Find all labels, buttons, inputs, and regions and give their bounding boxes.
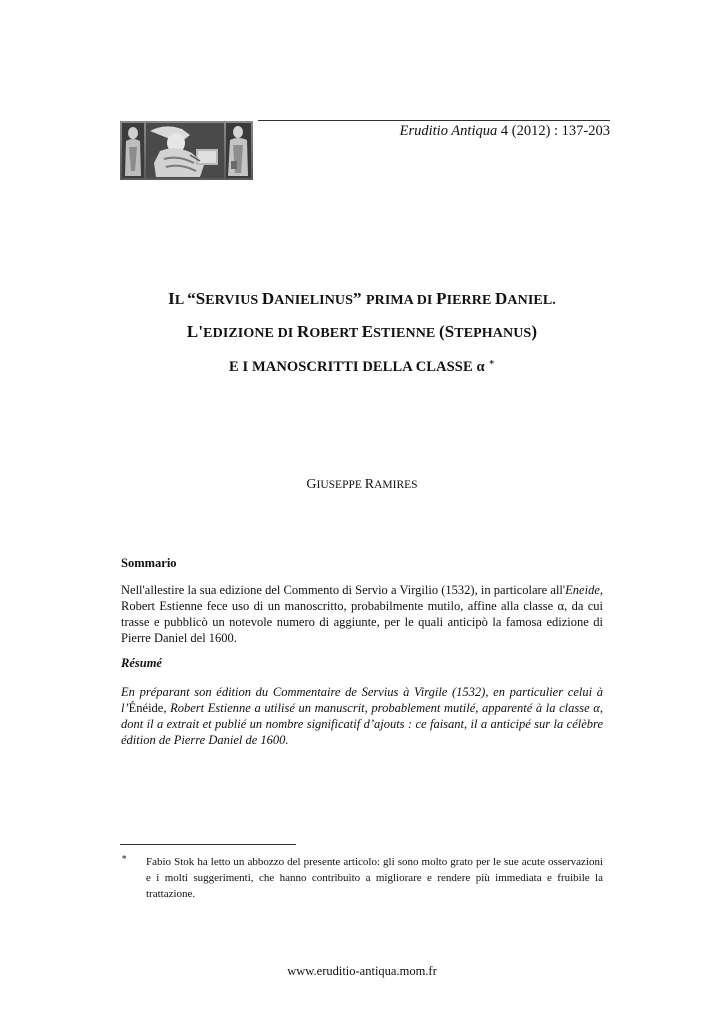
title-line-2-run: )	[531, 322, 538, 341]
title-line-1-run: P	[436, 289, 447, 308]
footnote-text: Fabio Stok ha letto un abbozzo del presente articolo: gli sono molto grato per le sue acute osservazioni e i molti suggerimenti, che hanno contribuito a migliorare e rendere più immediata e fruibile la trattazione.	[146, 856, 603, 900]
title-line-2-run: (S	[438, 322, 455, 341]
sommario-heading: Sommario	[121, 556, 177, 570]
title-line-2-run: OBERT	[309, 326, 362, 341]
title-line-1-run: IERRE	[446, 293, 496, 308]
article-title-line-1	[0, 289, 724, 309]
title-line-3-text: E I MANOSCRITTI DELLA CLASSE α	[229, 358, 485, 375]
title-line-1-run: PRIMA DI	[365, 293, 437, 308]
sommario-text-run: , Robert Estienne fece uso di un manoscritto, probabilmente mutilo, affine alla classe α, da cui trasse e pubblicò un notevole numero di aggiunte, per le quali anticipò la famosa edizione di Pierre Daniel del 1600.	[121, 583, 603, 645]
title-line-2-run: E	[361, 322, 374, 341]
journal-logo-relief-image	[120, 121, 253, 180]
footnote-marker: ∗	[121, 852, 128, 862]
title-line-2-run: STIENNE	[373, 326, 439, 341]
sommario-text-run: Eneide	[565, 583, 600, 597]
title-line-1-run: I	[168, 289, 175, 308]
author-name	[0, 477, 724, 493]
title-line-1-run: ANIEL.	[507, 293, 556, 308]
title-line-2-run: EDIZIONE DI	[203, 326, 297, 341]
journal-name: Eruditio Antiqua	[399, 123, 498, 139]
header-rule	[258, 120, 610, 121]
article-title-line-3	[0, 357, 724, 376]
resume-text-run: Énéide	[128, 701, 164, 715]
resume-text-run: , Robert Estienne a utilisé un manuscrit, probablement mutilé, apparenté à la classe α, dont il a extrait et publié un nombre significatif d’ajouts : ce faisant, il a anticipé sur la célèbre édition de Pierre Daniel de 1600.	[121, 701, 603, 747]
title-line-1-run: ERVIUS	[205, 293, 262, 308]
sommario-text-run: Nell'allestire la sua edizione del Commento di Servio a Virgilio (1532), in particolare all'	[121, 583, 566, 597]
title-line-2-run: TEPHANUS	[454, 326, 532, 341]
author-name-run: IUSEPPE	[316, 479, 365, 491]
title-line-1-run: L	[174, 293, 188, 308]
title-line-1-run: ANIELINUS	[274, 293, 353, 308]
author-name-run: G	[306, 477, 317, 492]
journal-citation	[400, 123, 610, 140]
title-line-2-run: L'	[186, 322, 204, 341]
author-name-run: R	[364, 477, 375, 492]
footer-url: www.eruditio-antiqua.mom.fr	[287, 964, 437, 978]
resume-text-run: En préparant son édition du Commentaire de Servius à Virgile (1532), en particulier celui à l’	[121, 685, 603, 715]
journal-issue: 4 (2012) : 137-203	[497, 123, 610, 139]
resume-heading: Résumé	[121, 656, 162, 670]
footnote-rule	[120, 844, 296, 845]
title-line-1-run: D	[495, 289, 508, 308]
title-line-1-run: “S	[187, 289, 206, 308]
article-title-line-2	[0, 322, 724, 342]
title-line-2-run: R	[296, 322, 310, 341]
sommario-paragraph	[121, 582, 603, 646]
resume-paragraph	[121, 684, 603, 748]
author-name-run: AMIRES	[374, 479, 418, 491]
title-line-1-run: D	[261, 289, 275, 308]
title-footnote-marker: ∗	[488, 357, 495, 367]
title-line-1-run: ”	[353, 289, 366, 308]
